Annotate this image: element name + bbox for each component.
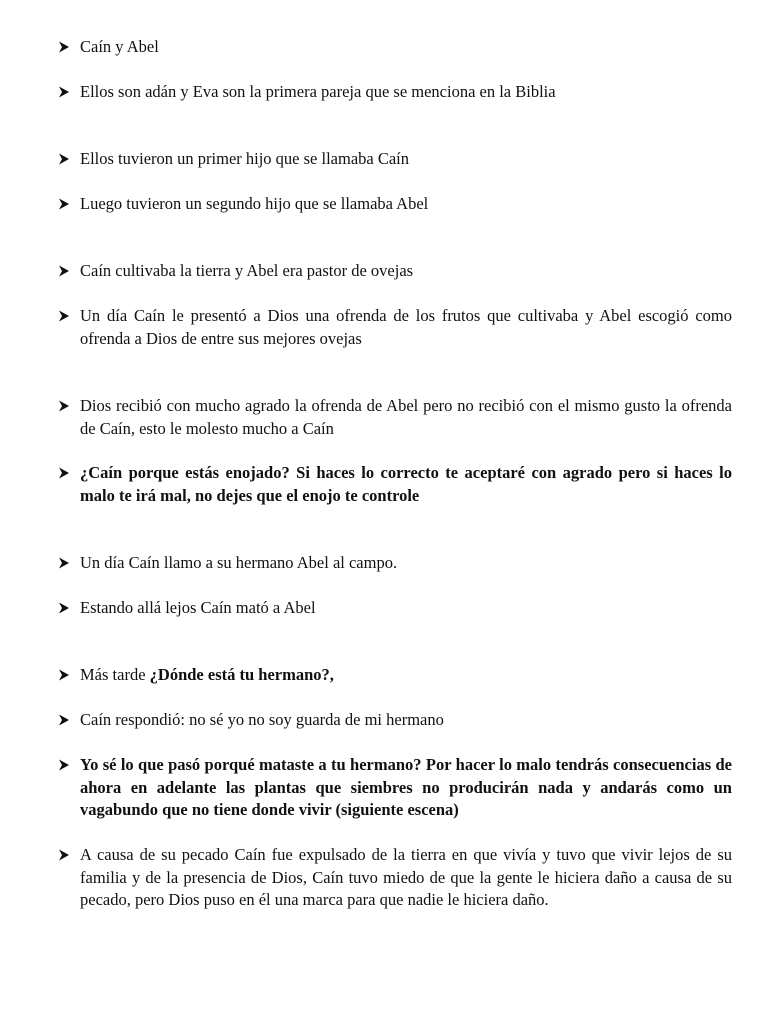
list-item [58,395,732,440]
arrowhead-bullet-icon [58,36,80,58]
list-item-text: Caín cultivaba la tierra y Abel era pastor de ovejas [80,261,414,280]
list-item [58,305,732,350]
arrowhead-bullet-icon [58,754,80,776]
list-item [58,148,732,171]
arrowhead-bullet-icon [58,81,80,103]
list-item [58,81,732,104]
list-item [58,36,732,59]
arrowhead-bullet-icon [58,709,80,731]
arrowhead-bullet-icon [58,148,80,170]
list-item-text: ¿Caín porque estás enojado? Si haces lo correcto te aceptaré con agrado pero si haces lo malo te irá mal, no dejes que el enojo te controle [80,463,732,505]
arrowhead-bullet-icon [58,552,80,574]
arrowhead-bullet-icon [58,395,80,417]
arrowhead-bullet-icon [58,844,80,866]
list-item [58,709,732,732]
arrowhead-bullet-icon [58,664,80,686]
list-item-text: Un día Caín llamo a su hermano Abel al campo. [80,553,398,572]
list-item [58,260,732,283]
list-item [58,754,732,822]
list-item [58,462,732,507]
list-item-text: Luego tuvieron un segundo hijo que se llamaba Abel [80,194,429,213]
list-item [58,844,732,912]
list-item-text: Un día Caín le presentó a Dios una ofrenda de los frutos que cultivaba y Abel escogió como ofrenda a Dios de entre sus mejores ovejas [80,306,732,348]
arrowhead-bullet-icon [58,462,80,484]
list-item-text: Dios recibió con mucho agrado la ofrenda de Abel pero no recibió con el mismo gusto la ofrenda de Caín, esto le molesto mucho a Caín [80,396,732,438]
list-item-text: Ellos son adán y Eva son la primera pareja que se menciona en la Biblia [80,82,556,101]
arrowhead-bullet-icon [58,597,80,619]
list-item [58,664,732,687]
list-item-text [80,664,732,687]
arrowhead-bullet-icon [58,305,80,327]
list-item-text: Caín y Abel [80,37,159,56]
list-item-bold-text: ¿Dónde está tu hermano?, [149,665,334,684]
arrowhead-bullet-icon [58,193,80,215]
arrowhead-bullet-icon [58,260,80,282]
list-item [58,597,732,620]
list-item-text: Yo sé lo que pasó porqué mataste a tu hermano? Por hacer lo malo tendrás consecuencias de ahora en adelante las plantas que siembres no producirán nada y andarás como un vagabundo que no tiene donde vivir (siguiente escena) [80,755,732,819]
list-item-text: A causa de su pecado Caín fue expulsado de la tierra en que vivía y tuvo que vivir lejos de su familia y de la presencia de Dios, Caín tuvo miedo de que la gente le hiciera daño a causa de su pecado, pero Dios puso en él una marca para que nadie le hiciera daño. [80,845,732,909]
list-item-prefix: Más tarde [80,665,150,684]
list-item [58,193,732,216]
list-item-text: Caín respondió: no sé yo no soy guarda de mi hermano [80,710,444,729]
list-item-text: Ellos tuvieron un primer hijo que se llamaba Caín [80,149,410,168]
list-item [58,552,732,575]
list-item-text: Estando allá lejos Caín mató a Abel [80,598,316,617]
